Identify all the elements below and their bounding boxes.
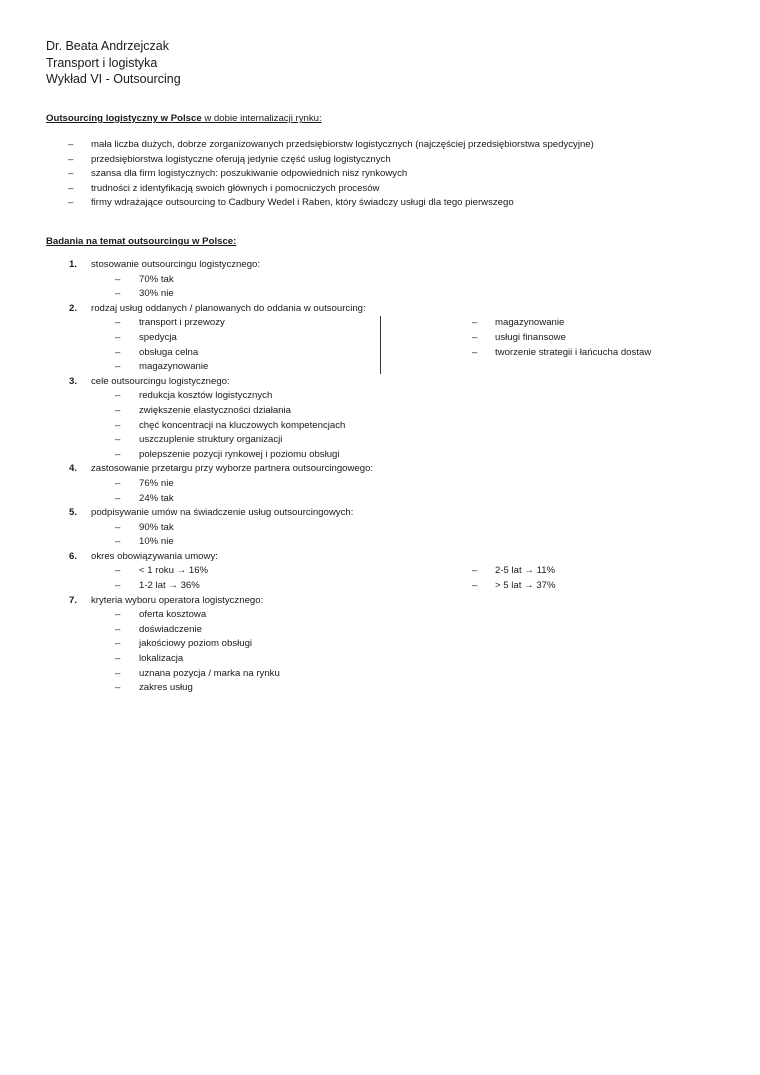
list-item: – 30% nie (115, 288, 174, 300)
list-item: – jakościowy poziom obsługi (115, 638, 253, 650)
list-item: – 24% tak (115, 492, 174, 504)
list-item: – zwiększenie elastyczności działania (115, 404, 291, 416)
list-item: – spedycja – usługi finansowe (115, 331, 566, 343)
section-title-outsourcing-in-poland (46, 113, 322, 124)
list-item: – lokalizacja (115, 653, 184, 665)
research-numbered-list (0, 258, 760, 696)
list-item: – 76% nie (115, 477, 174, 489)
list-item: – polepszenie pozycji rynkowej i poziomu obsługi (115, 448, 340, 460)
list-item: – < 1 roku → 16% – 2-5 lat → 11% (115, 565, 556, 577)
list-item: – doświadczenie (115, 623, 202, 635)
lecture-title: Wykład VI - Outsourcing (46, 72, 181, 86)
list-item: – zakres usług (115, 682, 193, 694)
list-item: – 70% tak (115, 273, 174, 285)
list-item: – transport i przewozy – magazynowanie (115, 317, 565, 329)
course-name: Transport i logistyka (46, 55, 158, 70)
list-item: – redukcja kosztów logistycznych (115, 390, 273, 402)
question-7: 7. kryteria wyboru operatora logistycznego: (69, 594, 264, 606)
list-item: – 10% nie (115, 536, 174, 548)
list-item: – magazynowanie (115, 361, 209, 373)
question-5: 5. podpisywanie umów na świadczenie usług outsourcingowych: (69, 507, 354, 519)
question-6: 6. okres obowiązywania umowy: (69, 550, 218, 562)
section-title-bold: Outsourcing logistyczny w Polsce (46, 113, 202, 124)
list-item: – uznana pozycja / marka na rynku (115, 667, 280, 679)
list-item: – obsługa celna – tworzenie strategii i łańcucha dostaw (115, 346, 652, 358)
section-title-research: Badania na temat outsourcingu w Polsce: (46, 236, 237, 247)
list-item: – uszczuplenie struktury organizacji (115, 434, 283, 446)
list-item: – 1-2 lat → 36% – > 5 lat → 37% (115, 580, 556, 592)
author-name: Dr. Beata Andrzejczak (46, 39, 169, 53)
list-item: – chęć koncentracji na kluczowych kompetencjach (115, 419, 346, 431)
document-page: Dr. Beata Andrzejczak Transport i logistyka Wykład VI - Outsourcing Outsourcing logistyczny w Polsce w dobie internalizacji rynku: – mała liczba dużych, dobrze zorganizowanych przedsiębiorstw logistycznych (najczęściej przedsiębiorstwa spedycyjne) – przedsiębiorstwa logistyczne oferują jedynie część usług logistycznych – szansa dla firm logistycznych: poszukiwanie odpowiednich nisz rynkowych – trudności z identyfikacją swoich głównych i pomocniczych procesów – firmy wdrażające outsourcing to Cadbury Wedel i Raben, który świadczy usługi dla tego pierwszego Badania na temat outsourcingu w Polsce: 1. stosowanie outsourcingu logistycznego: – 70% tak – 30% nie 2. rodzaj usług oddanych / planowanych do oddania w outsourcing: – transport i przewozy – magazynowanie – spedycja – usługi finansowe – obsługa celna – tworzenie strategii i łańcucha dostaw – magazynowanie 3. cele outsourcingu logistycznego: – redukcja kosztów logistycznych – zwiększenie elastyczności działania – chęć koncentracji na kluczowych kompetencjach – uszczuplenie struktury organizacji – polepszenie pozycji rynkowej i poziomu obsługi 4. zastosowanie przetargu przy wyborze partnera outsourcingowego: – 76% nie – 24% tak 5. podpisywanie umów na świadczenie usług outsourcingowych: – 90% tak – 10% nie 6. okres obowiązywania umowy: – < 1 roku → 16% – 2-5 lat → 11% – 1-2 lat → 36% – > 5 lat → 37% 7. kryteria wyboru operatora logistycznego: – oferta kosztowa – doświadczenie – jakościowy poziom obsługi – lokalizacja – uznana pozycja / marka na rynku – zakres usług (0, 0, 760, 1075)
question-2: 2. rodzaj usług oddanych / planowanych do oddania w outsourcing: (69, 302, 366, 314)
list-item: – 90% tak (115, 521, 174, 533)
question-3: 3. cele outsourcingu logistycznego: (69, 375, 230, 387)
question-1: 1. stosowanie outsourcingu logistycznego: (69, 259, 261, 270)
section-title-rest: w dobie internalizacji rynku: (201, 113, 322, 124)
question-4: 4. zastosowanie przetargu przy wyborze partnera outsourcingowego: (69, 463, 374, 475)
document-header (46, 38, 181, 88)
list-item: – oferta kosztowa (115, 609, 207, 621)
